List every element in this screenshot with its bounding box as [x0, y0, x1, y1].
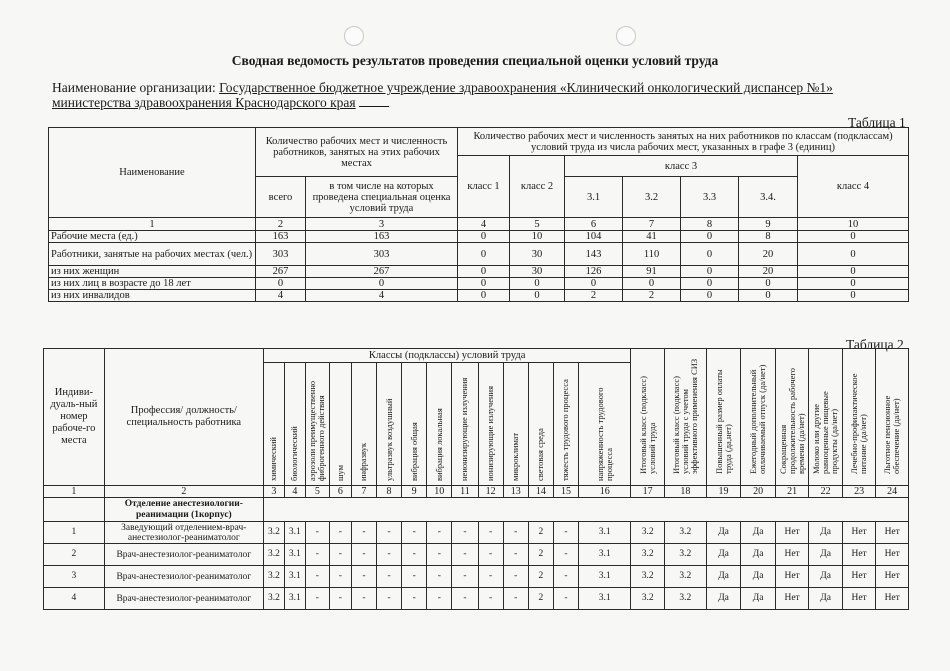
t2-header-factor: вибрация общая [408, 422, 419, 481]
t2-cell: Нет [876, 522, 909, 544]
t1-cell: 0 [458, 243, 510, 266]
t1-cell: 0 [798, 278, 909, 290]
t1-row [49, 290, 909, 302]
t1-cell: 0 [623, 278, 681, 290]
t1-cell: 4 [256, 290, 306, 302]
t1-cell: 2 [623, 290, 681, 302]
t2-col-number: 20 [741, 486, 776, 498]
punch-hole-icon [616, 26, 636, 46]
punch-hole-icon [344, 26, 364, 46]
t1-cell: 0 [510, 278, 565, 290]
t2-cell: - [427, 588, 452, 610]
t2-cell: Нет [842, 566, 876, 588]
t2-cell: - [329, 566, 351, 588]
t2-cell: - [427, 544, 452, 566]
t2-cell: - [553, 566, 578, 588]
t2-cell: - [351, 566, 376, 588]
t1-cell: 163 [256, 231, 306, 243]
t2-col-number: 1 [44, 486, 105, 498]
t2-cell: Нет [775, 588, 809, 610]
t2-cell: 3.1 [579, 522, 631, 544]
t2-cell: Нет [842, 522, 876, 544]
t2-header-factor: микроклимат [510, 432, 521, 481]
t2-cell: Нет [876, 588, 909, 610]
t2-col-number: 7 [351, 486, 376, 498]
t2-cell: - [503, 522, 528, 544]
table2-label: Таблица 2 [846, 337, 904, 352]
t2-header-factor: аэрозоли преимущественно фиброгенного действия [307, 380, 327, 481]
t2-cell: - [376, 544, 401, 566]
t2-header-guarantee: Ежегодный дополнительный оплачиваемый отпуск (да/нет) [748, 364, 768, 474]
t1-cell: 0 [739, 290, 798, 302]
t2-col-number: 14 [528, 486, 553, 498]
t2-header-factor: вибрация локальная [433, 408, 444, 481]
t2-cell: Да [706, 566, 741, 588]
t1-row [49, 231, 909, 243]
t2-col-number: 4 [284, 486, 305, 498]
t1-cell: 0 [681, 290, 739, 302]
t1-col-number: 3 [306, 218, 458, 231]
t2-cell: Нет [842, 544, 876, 566]
t2-cell: - [305, 588, 329, 610]
t2-header-id: Индиви-дуаль-ный номер рабоче-го места [44, 349, 105, 486]
t1-col-number: 4 [458, 218, 510, 231]
t2-cell: Да [741, 588, 776, 610]
t2-row [44, 522, 909, 544]
t2-col-number: 9 [402, 486, 427, 498]
t2-cell: 3.1 [284, 566, 305, 588]
t2-col-number: 13 [503, 486, 528, 498]
t2-cell: - [427, 566, 452, 588]
t2-cell: - [351, 522, 376, 544]
t1-header-group1: Количество рабочих мест и численность работников, занятых на этих рабочих местах [256, 128, 458, 177]
t2-col-number: 15 [553, 486, 578, 498]
t1-row [49, 266, 909, 278]
t2-cell: Да [741, 544, 776, 566]
t1-cell: 0 [681, 278, 739, 290]
t1-row-name: из них женщин [49, 266, 256, 278]
t1-body [49, 231, 909, 302]
t1-col-number: 2 [256, 218, 306, 231]
t2-cell: 3.2 [263, 544, 284, 566]
t2-cell: Да [741, 522, 776, 544]
t2-row-id: 1 [44, 522, 105, 544]
t1-header-class2: класс 2 [510, 156, 565, 218]
t1-cell: 20 [739, 266, 798, 278]
t1-row-name: из них инвалидов [49, 290, 256, 302]
t2-cell: - [452, 566, 478, 588]
t1-col-number: 1 [49, 218, 256, 231]
t1-cell: 0 [798, 243, 909, 266]
t1-cell: 0 [458, 290, 510, 302]
t2-cell: - [452, 522, 478, 544]
t1-cell: 126 [565, 266, 623, 278]
t2-cell: Да [706, 544, 741, 566]
t2-cell: - [402, 544, 427, 566]
t2-cell: 3.2 [631, 566, 665, 588]
t2-cell: - [503, 544, 528, 566]
t2-section-title: Отделение анестезиологии-реанимации (1корпус) [104, 498, 263, 522]
t2-row-profession: Врач-анестезиолог-реаниматолог [104, 566, 263, 588]
summary-table [48, 127, 909, 302]
t2-header-guarantee: Льготное пенсионное обеспечение (да/нет) [882, 395, 902, 474]
t2-row-id: 3 [44, 566, 105, 588]
t2-header-guarantee: Лечебно-профилактическое питание (да/нет) [849, 373, 869, 474]
t2-row [44, 566, 909, 588]
t1-cell: 0 [565, 278, 623, 290]
t2-cell: - [329, 544, 351, 566]
t2-cell: - [376, 588, 401, 610]
t2-cell: Да [706, 588, 741, 610]
t2-cell: Да [809, 544, 843, 566]
t2-cell: - [305, 566, 329, 588]
t2-header-factor: ионизирующие излучения [485, 386, 496, 481]
t2-cell: 3.2 [263, 566, 284, 588]
t2-header-classes: Классы (подклассы) условий труда [263, 349, 630, 363]
t1-header-assessed: в том числе на которых проведена специальная оценка условий труда [306, 177, 458, 218]
t2-cell: - [478, 566, 503, 588]
t2-cell: - [503, 566, 528, 588]
t1-col-number: 9 [739, 218, 798, 231]
t2-header-factor: ультразвук воздушный [383, 398, 394, 481]
t2-cell: - [503, 588, 528, 610]
t1-cell: 0 [798, 290, 909, 302]
t2-row [44, 544, 909, 566]
t1-header-group2: Количество рабочих мест и численность занятых на них работников по классам (подклассам) условий труда из числа рабочих мест, указанных в графе 3 (единиц) [458, 128, 909, 156]
t1-cell: 91 [623, 266, 681, 278]
t1-cell: 20 [739, 243, 798, 266]
t2-cell: - [402, 566, 427, 588]
t2-cell: - [305, 544, 329, 566]
t2-cell: 3.2 [631, 522, 665, 544]
t2-col-number: 16 [579, 486, 631, 498]
t1-cell: 0 [510, 290, 565, 302]
organization-line [52, 80, 912, 110]
t2-cell: 3.2 [631, 544, 665, 566]
t1-cell: 163 [306, 231, 458, 243]
t2-header-profession: Профессия/ должность/ специальность работника [104, 349, 263, 486]
t2-header-factor: световая среда [535, 428, 546, 481]
t2-header-guarantee: Повышенный размер оплаты труда (да,нет) [713, 369, 733, 474]
t2-cell: - [351, 588, 376, 610]
t2-cell: - [305, 522, 329, 544]
t2-header-factor: инфразвук [358, 442, 369, 481]
t2-cell: - [329, 522, 351, 544]
t2-cell: - [478, 588, 503, 610]
t2-cell: 3.2 [664, 588, 706, 610]
t1-cell: 267 [306, 266, 458, 278]
t2-cell: 3.1 [284, 522, 305, 544]
t1-header-class1: класс 1 [458, 156, 510, 218]
t1-header-class4: класс 4 [798, 156, 909, 218]
t2-cell: Да [809, 566, 843, 588]
t2-header-factor: биологический [289, 426, 300, 481]
t2-cell: 2 [528, 566, 553, 588]
t2-cell: 3.2 [263, 588, 284, 610]
t1-col-number: 7 [623, 218, 681, 231]
t2-header-guarantee: Сокращенная продолжительность рабочего времени (да/нет) [777, 368, 806, 474]
t1-row-name: Рабочие места (ед.) [49, 231, 256, 243]
t1-cell: 0 [681, 243, 739, 266]
t2-col-number: 18 [664, 486, 706, 498]
t1-cell: 2 [565, 290, 623, 302]
t1-cell: 0 [306, 278, 458, 290]
t2-col-number: 8 [376, 486, 401, 498]
t2-row-profession: Заведующий отделением-врач-анестезиолог-реаниматолог [104, 522, 263, 544]
t1-cell: 0 [681, 231, 739, 243]
t1-cell: 0 [798, 266, 909, 278]
t2-body [44, 522, 909, 610]
t1-cell: 0 [256, 278, 306, 290]
t2-cell: - [478, 522, 503, 544]
t1-row [49, 278, 909, 290]
t2-cell: - [553, 588, 578, 610]
t1-cell: 143 [565, 243, 623, 266]
t2-cell: - [478, 544, 503, 566]
t2-cell: - [553, 522, 578, 544]
t2-header-factor: неионизирующие излучения [459, 377, 470, 481]
workplaces-table [43, 348, 909, 610]
t2-cell: 2 [528, 544, 553, 566]
t1-row [49, 243, 909, 266]
t2-header-factor: тяжесть трудового процесса [560, 379, 571, 481]
t1-cell: 267 [256, 266, 306, 278]
t2-col-number: 11 [452, 486, 478, 498]
t2-cell: 3.1 [284, 588, 305, 610]
t1-cell: 303 [306, 243, 458, 266]
organization-name: Государственное бюджетное учреждение здравоохранения «Клинический онкологический диспансер №1» министерства здравоохранения Краснодарского края [52, 80, 833, 110]
t2-cell: 3.1 [579, 588, 631, 610]
t2-number-row [44, 486, 909, 498]
t1-cell: 4 [306, 290, 458, 302]
t1-header-3-1: 3.1 [565, 177, 623, 218]
t2-cell: Да [741, 566, 776, 588]
t2-col-number: 23 [842, 486, 876, 498]
t2-cell: Нет [775, 522, 809, 544]
t2-cell: Да [809, 588, 843, 610]
t1-cell: 0 [458, 231, 510, 243]
t2-col-number: 21 [775, 486, 809, 498]
t1-cell: 30 [510, 243, 565, 266]
organization-label: Наименование организации: [52, 80, 216, 95]
t2-cell: - [402, 522, 427, 544]
t2-header-guarantee: Молоко или другие равноценные пищевые продукты (да/нет) [811, 391, 840, 474]
t2-cell: 3.2 [664, 544, 706, 566]
t2-cell: 3.2 [664, 522, 706, 544]
t1-header-name: Наименование [49, 128, 256, 218]
t2-cell: - [452, 588, 478, 610]
t1-header-3-2: 3.2 [623, 177, 681, 218]
t1-cell: 10 [510, 231, 565, 243]
t2-col-number: 12 [478, 486, 503, 498]
t1-col-number: 8 [681, 218, 739, 231]
t1-cell: 0 [739, 278, 798, 290]
t2-cell: Нет [775, 566, 809, 588]
t1-header-3-3: 3.3 [681, 177, 739, 218]
t2-col-number: 2 [104, 486, 263, 498]
t2-header-final: Итоговый класс (подкласс) условий труда [637, 376, 657, 474]
t2-header-factor: химический [268, 437, 279, 481]
t2-cell: - [452, 544, 478, 566]
t2-cell: 3.1 [579, 544, 631, 566]
t2-cell: Нет [775, 544, 809, 566]
t2-row-profession: Врач-анестезиолог-реаниматолог [104, 544, 263, 566]
t2-col-number: 19 [706, 486, 741, 498]
t2-cell: - [427, 522, 452, 544]
t2-col-number: 6 [329, 486, 351, 498]
t1-cell: 0 [798, 231, 909, 243]
t2-header-factor: шум [334, 464, 345, 481]
t2-cell: - [553, 544, 578, 566]
t2-cell: Да [809, 522, 843, 544]
t1-header-3-4: 3.4. [739, 177, 798, 218]
t2-cell: - [329, 588, 351, 610]
t1-cell: 110 [623, 243, 681, 266]
t1-cell: 303 [256, 243, 306, 266]
t2-cell: Нет [842, 588, 876, 610]
t1-number-row [49, 218, 909, 231]
t2-cell: - [402, 588, 427, 610]
t2-col-number: 3 [263, 486, 284, 498]
t2-row-id: 4 [44, 588, 105, 610]
t2-cell: 3.2 [631, 588, 665, 610]
t1-cell: 0 [681, 266, 739, 278]
t2-cell: - [376, 522, 401, 544]
document-title: Сводная ведомость результатов проведения специальной оценки условий труда [231, 53, 719, 68]
t1-col-number: 10 [798, 218, 909, 231]
t1-cell: 0 [458, 266, 510, 278]
t2-header-factor: напряженность трудового процесса [594, 387, 614, 481]
t2-cell: - [376, 566, 401, 588]
t2-cell: 3.2 [664, 566, 706, 588]
t1-header-total: всего [256, 177, 306, 218]
t1-row-name: из них лиц в возрасте до 18 лет [49, 278, 256, 290]
t1-cell: 8 [739, 231, 798, 243]
t2-cell: - [351, 544, 376, 566]
t2-cell: Нет [876, 544, 909, 566]
t2-cell: 3.2 [263, 522, 284, 544]
t2-col-number: 17 [631, 486, 665, 498]
t2-cell: 2 [528, 522, 553, 544]
t1-row-name: Работники, занятые на рабочих местах (чел.) [49, 243, 256, 266]
t2-cell: Да [706, 522, 741, 544]
t2-cell: Нет [876, 566, 909, 588]
table1-label: Таблица 1 [848, 115, 906, 130]
t1-cell: 0 [458, 278, 510, 290]
t2-col-number: 10 [427, 486, 452, 498]
t2-col-number: 22 [809, 486, 843, 498]
t2-row-profession: Врач-анестезиолог-реаниматолог [104, 588, 263, 610]
t2-header-final-siz: Итоговый класс (подкласс) условий труда с учетом эффективного применения СИЗ [670, 358, 699, 474]
t1-cell: 41 [623, 231, 681, 243]
t1-cell: 30 [510, 266, 565, 278]
t2-cell: 3.1 [579, 566, 631, 588]
t2-row [44, 588, 909, 610]
t2-cell: 2 [528, 588, 553, 610]
t2-col-number: 5 [305, 486, 329, 498]
t1-col-number: 5 [510, 218, 565, 231]
t1-col-number: 6 [565, 218, 623, 231]
t2-row-id: 2 [44, 544, 105, 566]
t2-col-number: 24 [876, 486, 909, 498]
t1-header-class3: класс 3 [565, 156, 798, 177]
t1-cell: 104 [565, 231, 623, 243]
t2-cell: 3.1 [284, 544, 305, 566]
